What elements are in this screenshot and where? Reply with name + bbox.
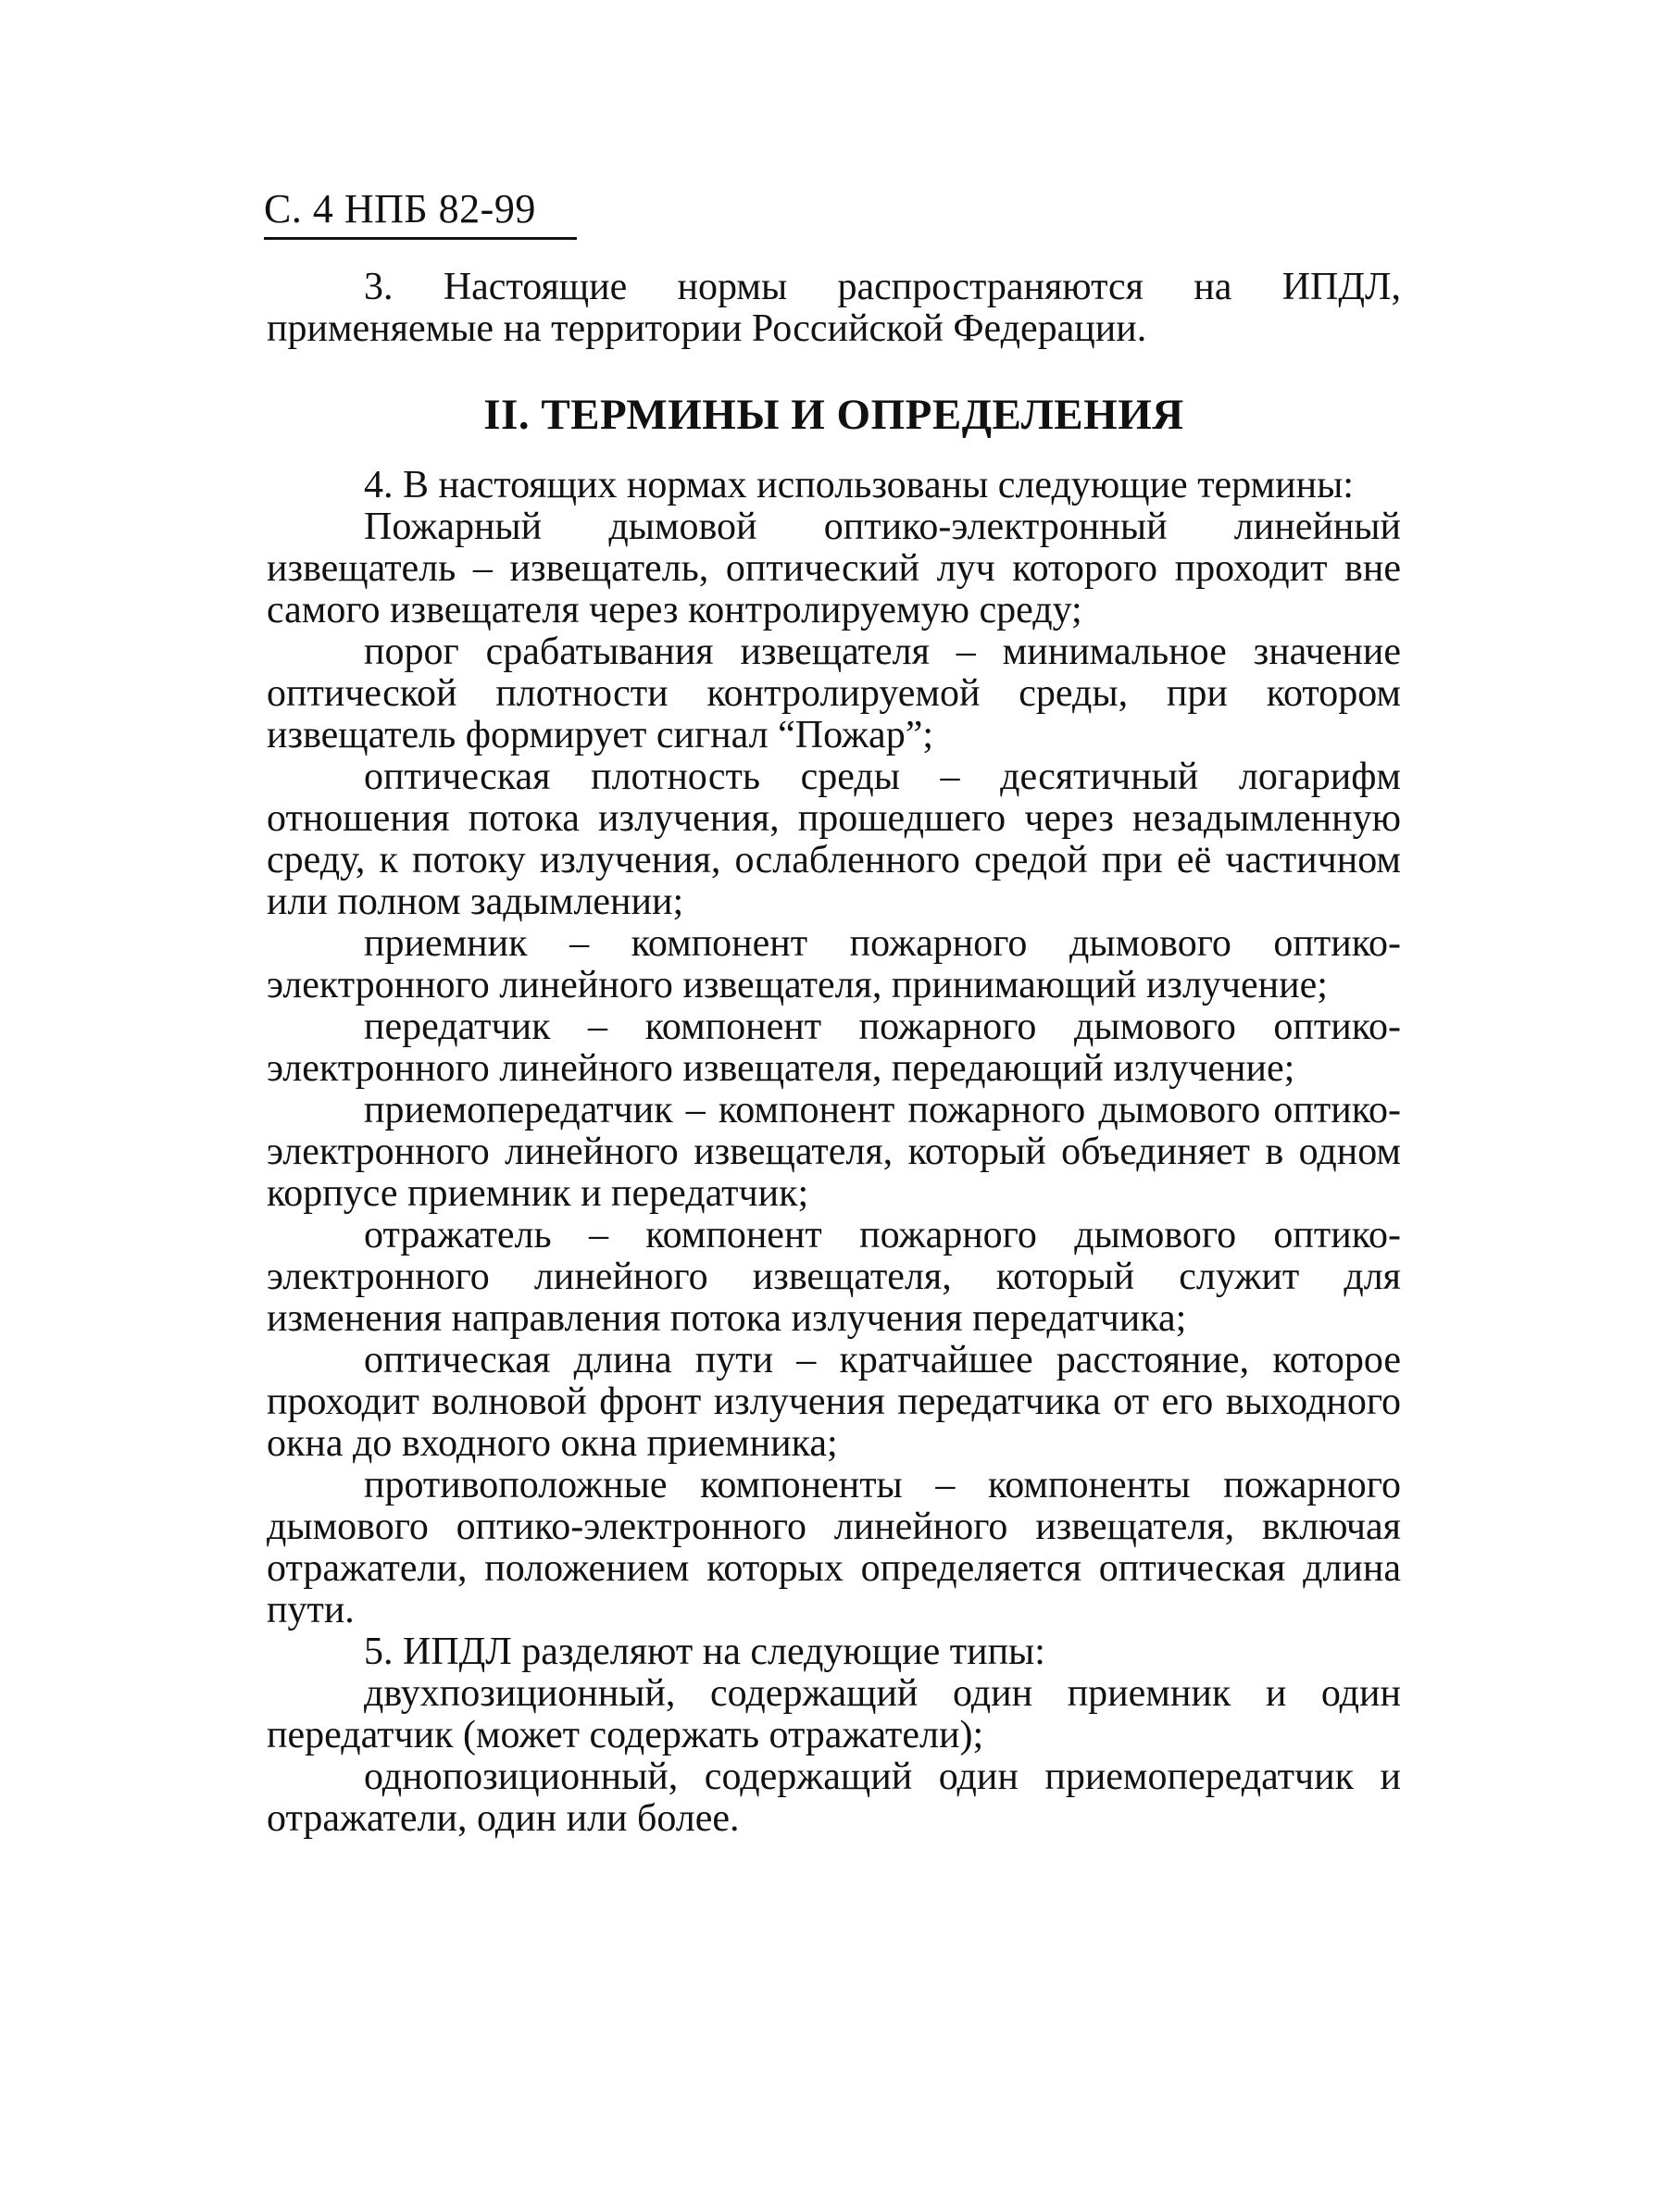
definition-term-5: передатчик – компонент пожарного дымового оптико-электронного линейного извещателя, передающий излучение; [267,1006,1401,1090]
type-definition-1: двухпозиционный, содержащий один приемник и один передатчик (может содержать отражатели); [267,1672,1401,1756]
header-underline [264,237,577,240]
paragraph-3: 3. Настоящие нормы распространяются на ИПДЛ, применяемые на территории Российской Федерации. [267,266,1401,350]
section-title: II. ТЕРМИНЫ И ОПРЕДЕЛЕНИЯ [483,391,1184,439]
paragraph-5: 5. ИПДЛ разделяют на следующие типы: [364,1631,1045,1673]
definition-term-3: оптическая плотность среды – десятичный логарифм отношения потока излучения, прошедшего через незадымленную среду, к потоку излучения, ослабленного средой при её частичном или полном задымлении; [267,756,1401,923]
paragraph-4: 4. В настоящих нормах использованы следующие термины: [364,464,1354,506]
definition-term-1: Пожарный дымовой оптико-электронный линейный извещатель – извещатель, оптический луч которого проходит вне самого извещателя через контролируемую среду; [267,506,1401,631]
page-header: С. 4 НПБ 82-99 [264,186,536,231]
type-definition-2: однопозиционный, содержащий один приемопередатчик и отражатели, один или более. [267,1756,1401,1840]
definition-term-6: приемопередатчик – компонент пожарного дымового оптико-электронного линейного извещателя, который объединяет в одном корпусе приемник и передатчик; [267,1089,1401,1215]
definition-term-7: отражатель – компонент пожарного дымового оптико-электронного линейного извещателя, который служит для изменения направления потока излучения передатчика; [267,1214,1401,1340]
document-body [267,267,1401,1840]
definition-term-8: оптическая длина пути – кратчайшее расстояние, которое проходит волновой фронт излучения передатчика от его выходного окна до входного окна приемника; [267,1339,1401,1465]
definition-term-2: порог срабатывания извещателя – минимальное значение оптической плотности контролируемой среды, при котором извещатель формирует сигнал “Пожар”; [267,631,1401,756]
definition-term-9: противоположные компоненты – компоненты пожарного дымового оптико-электронного линейного извещателя, включая отражатели, положением которых определяется оптическая длина пути. [267,1464,1401,1631]
definition-term-4: приемник – компонент пожарного дымового оптико-электронного линейного извещателя, принимающий излучение; [267,922,1401,1006]
